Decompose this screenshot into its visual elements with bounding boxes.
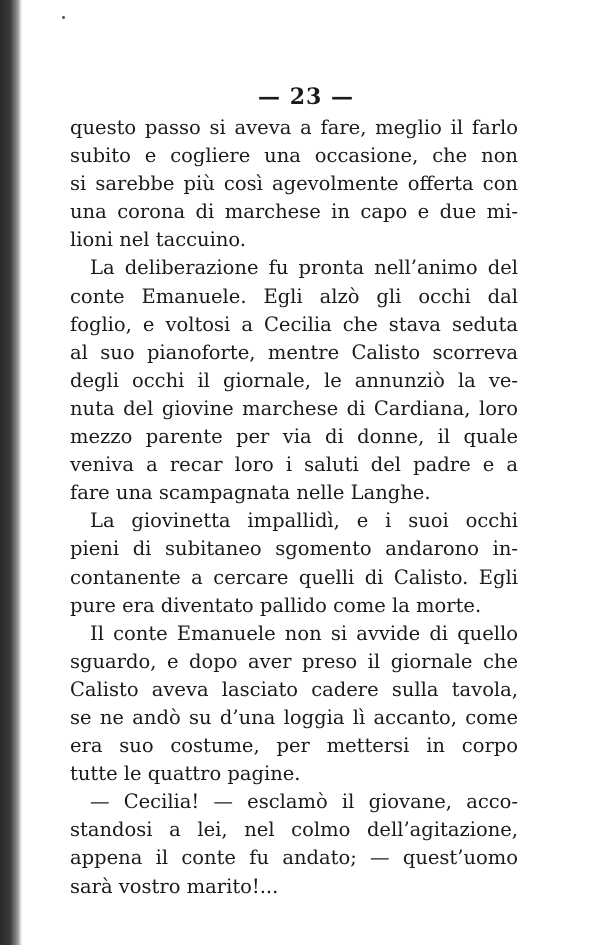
text-line: degli occhi il giornale, le annunziò la ve- xyxy=(70,368,518,392)
text-line: Calisto aveva lasciato cadere sulla tavola, xyxy=(70,677,518,701)
text-line: questo passo si aveva a fare, meglio il farlo xyxy=(70,116,518,139)
text-line: nuta del giovine marchese di Cardiana, loro xyxy=(70,396,518,420)
text-line: La deliberazione fu pronta nell’animo del xyxy=(90,256,518,280)
text-line: Il conte Emanuele non si avvide di quello xyxy=(90,621,518,645)
text-line: foglio, e voltosi a Cecilia che stava seduta xyxy=(70,312,518,336)
text-line: La giovinetta impallidì, e i suoi occhi xyxy=(90,509,518,533)
text-line: lioni nel taccuino. xyxy=(70,228,246,252)
page-number: — 23 — xyxy=(258,84,354,110)
text-line: sarà vostro marito!... xyxy=(70,874,279,898)
text-line: subito e cogliere una occasione, che non xyxy=(70,144,518,168)
text-line: pieni di subitaneo sgomento andarono in- xyxy=(70,537,518,561)
text-line: veniva a recar loro i saluti del padre e a xyxy=(70,453,518,477)
text-line: — Cecilia! — esclamò il giovane, acco- xyxy=(90,790,518,814)
text-line: mezzo parente per via di donne, il quale xyxy=(70,425,518,449)
text-line: se ne andò su d’una loggia lì accanto, come xyxy=(70,705,518,729)
text-line: conte Emanuele. Egli alzò gli occhi dal xyxy=(70,284,518,308)
text-line: al suo pianoforte, mentre Calisto scorreva xyxy=(70,340,518,364)
text-line: fare una scampagnata nelle Langhe. xyxy=(70,481,431,505)
text-line: appena il conte fu andato; — quest’uomo xyxy=(70,846,518,870)
text-line: si sarebbe più così agevolmente offerta con xyxy=(70,172,518,196)
body-text xyxy=(70,114,518,901)
text-line: era suo costume, per mettersi in corpo xyxy=(70,734,518,758)
ink-speck xyxy=(62,16,65,19)
book-spine-shadow xyxy=(0,0,22,945)
text-line: una corona di marchese in capo e due mi- xyxy=(70,200,518,224)
text-line: standosi a lei, nel colmo dell’agitazione, xyxy=(70,818,518,842)
text-line: sguardo, e dopo aver preso il giornale che xyxy=(70,649,518,673)
text-line: contanente a cercare quelli di Calisto. Egli xyxy=(70,565,518,589)
text-line: pure era diventato pallido come la morte. xyxy=(70,593,482,617)
text-line: tutte le quattro pagine. xyxy=(70,762,301,786)
